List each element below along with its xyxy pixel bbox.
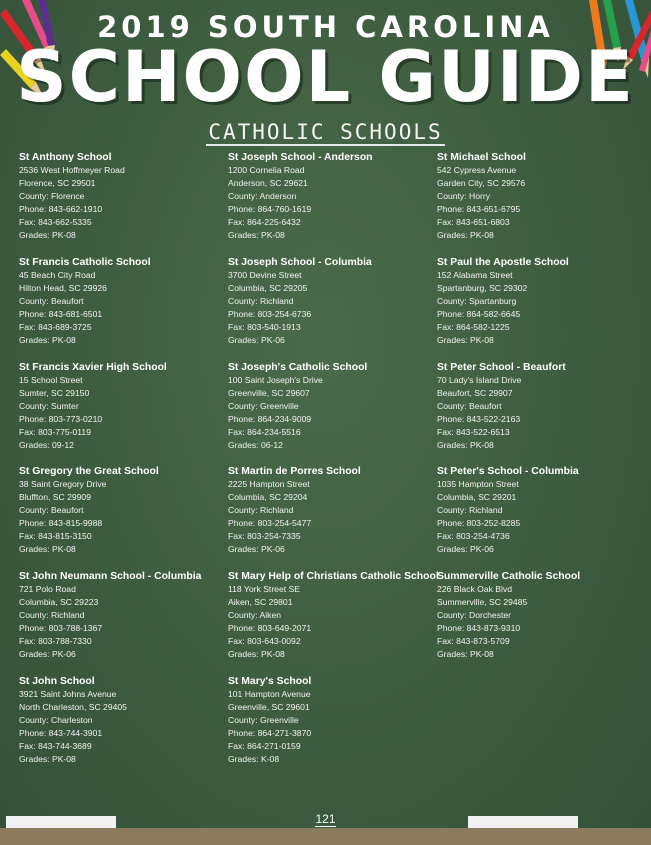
school-name: St Joseph's Catholic School xyxy=(228,361,368,373)
school-entry xyxy=(19,151,228,256)
school-grades: Grades: PK-08 xyxy=(228,649,285,660)
school-entry xyxy=(228,675,437,780)
school-phone: Phone: 803-649-2071 xyxy=(228,623,312,634)
school-address: 721 Polo Road xyxy=(19,584,76,595)
school-fax: Fax: 843-873-5709 xyxy=(437,636,510,647)
school-phone: Phone: 864-582-6645 xyxy=(437,308,521,319)
school-address: 100 Saint Joseph's Drive xyxy=(228,374,323,385)
school-address: 3921 Saint Johns Avenue xyxy=(19,688,117,699)
school-county: County: Beaufort xyxy=(437,400,502,411)
school-county: County: Greenville xyxy=(228,400,299,411)
school-county: County: Richland xyxy=(228,505,294,516)
section-subtitle xyxy=(0,120,651,144)
school-grades: Grades: PK-08 xyxy=(437,439,494,450)
school-grades: Grades: PK-08 xyxy=(19,753,76,764)
school-entry xyxy=(437,256,639,361)
school-fax: Fax: 803-643-0092 xyxy=(228,636,301,647)
school-grades: Grades: PK-06 xyxy=(437,544,494,555)
school-grades: Grades: PK-08 xyxy=(19,544,76,555)
school-fax: Fax: 864-582-1225 xyxy=(437,321,510,332)
guide-year-heading: 2019 SOUTH CAROLINA xyxy=(97,10,554,44)
school-address: 226 Black Oak Blvd xyxy=(437,584,512,595)
school-entry xyxy=(437,465,639,570)
school-county: County: Richland xyxy=(228,295,294,306)
school-county: County: Horry xyxy=(437,191,491,201)
school-list xyxy=(19,151,639,780)
school-county: County: Beaufort xyxy=(19,295,84,306)
school-grades: Grades: 06-12 xyxy=(228,439,283,450)
school-entry xyxy=(19,570,228,675)
school-county: County: Beaufort xyxy=(19,505,84,516)
school-phone: Phone: 843-873-9310 xyxy=(437,623,521,634)
school-address: 15 School Street xyxy=(19,374,83,385)
school-entry xyxy=(19,465,228,570)
school-phone: Phone: 803-788-1367 xyxy=(19,623,103,634)
school-city: Sumter, SC 29150 xyxy=(19,387,90,398)
school-grades: Grades: PK-08 xyxy=(19,334,76,345)
school-city: Hilton Head, SC 29926 xyxy=(19,282,107,293)
school-name: Summerville Catholic School xyxy=(437,571,581,583)
school-address: 101 Hampton Avenue xyxy=(228,688,311,699)
school-phone: Phone: 843-662-1910 xyxy=(19,204,103,214)
school-city: Columbia, SC 29201 xyxy=(437,492,517,503)
school-fax: Fax: 803-254-4736 xyxy=(437,531,510,542)
school-phone: Phone: 843-651-6795 xyxy=(437,204,521,214)
page-number-text: 121 xyxy=(315,812,336,826)
school-county: County: Aiken xyxy=(228,610,282,621)
guide-title: SCHOOL GUIDE xyxy=(16,36,635,118)
school-name: St Paul the Apostle School xyxy=(437,256,569,268)
school-entry xyxy=(228,570,437,675)
school-county: County: Florence xyxy=(19,191,85,201)
school-fax: Fax: 803-788-7330 xyxy=(19,636,92,647)
school-name: St Peter School - Beaufort xyxy=(437,361,566,373)
school-county: County: Richland xyxy=(437,505,503,516)
school-city: Florence, SC 29501 xyxy=(19,178,96,188)
school-fax: Fax: 864-234-5516 xyxy=(228,426,301,437)
school-entry xyxy=(19,675,228,780)
school-name: St Mary Help of Christians Catholic School xyxy=(228,571,439,583)
school-entry xyxy=(437,151,639,256)
school-phone: Phone: 864-760-1619 xyxy=(228,204,312,214)
school-name: St Francis Catholic School xyxy=(19,256,151,268)
school-phone: Phone: 864-234-9009 xyxy=(228,413,312,424)
school-name: St Francis Xavier High School xyxy=(19,361,167,373)
school-address: 1035 Hampton Street xyxy=(437,479,519,490)
school-phone: Phone: 803-254-5477 xyxy=(228,518,312,529)
school-city: Columbia, SC 29204 xyxy=(228,492,308,503)
school-entry xyxy=(19,361,228,466)
school-fax: Fax: 803-775-0119 xyxy=(19,426,91,437)
school-grades: Grades: PK-08 xyxy=(437,230,494,240)
school-grades: Grades: K-08 xyxy=(228,753,280,764)
school-phone: Phone: 803-252-8285 xyxy=(437,518,521,529)
school-county: County: Spartanburg xyxy=(437,295,517,306)
school-grades: Grades: PK-06 xyxy=(228,544,285,555)
school-entry xyxy=(437,361,639,466)
school-fax: Fax: 843-744-3689 xyxy=(19,740,92,751)
school-entry xyxy=(228,151,437,256)
school-city: Bluffton, SC 29909 xyxy=(19,492,91,503)
school-address: 38 Saint Gregory Drive xyxy=(19,479,107,490)
school-name: St John Neumann School - Columbia xyxy=(19,571,202,583)
school-address: 152 Alabama Street xyxy=(437,269,513,280)
school-city: Anderson, SC 29621 xyxy=(228,178,308,188)
school-entry xyxy=(19,256,228,361)
school-name: St Martin de Porres School xyxy=(228,466,361,478)
school-grades: Grades: PK-08 xyxy=(19,230,76,240)
school-city: North Charleston, SC 29405 xyxy=(19,701,127,712)
school-grades: Grades: 09-12 xyxy=(19,439,74,450)
school-county: County: Charleston xyxy=(19,714,93,725)
school-address: 2536 West Hoffmeyer Road xyxy=(19,165,125,175)
school-entry xyxy=(437,570,639,675)
school-fax: Fax: 864-271-0159 xyxy=(228,740,301,751)
chalkboard-ledge xyxy=(0,828,651,845)
school-name: St Anthony School xyxy=(19,152,112,163)
school-fax: Fax: 803-540-1913 xyxy=(228,321,301,332)
school-phone: Phone: 803-773-0210 xyxy=(19,413,103,424)
school-address: 1200 Cornelia Road xyxy=(228,165,305,175)
school-name: St Peter's School - Columbia xyxy=(437,466,579,478)
section-subtitle-text: CATHOLIC SCHOOLS xyxy=(208,120,443,144)
school-city: Greenville, SC 29607 xyxy=(228,387,310,398)
school-grades: Grades: PK-06 xyxy=(228,334,285,345)
school-city: Spartanburg, SC 29302 xyxy=(437,282,528,293)
school-county: County: Sumter xyxy=(19,400,79,411)
school-entry xyxy=(228,465,437,570)
school-address: 2225 Hampton Street xyxy=(228,479,310,490)
school-city: Summerville, SC 29485 xyxy=(437,597,528,608)
school-name: St Joseph School - Anderson xyxy=(228,152,373,163)
school-fax: Fax: 864-225-6432 xyxy=(228,217,301,227)
school-phone: Phone: 864-271-3870 xyxy=(228,727,312,738)
school-address: 45 Beach City Road xyxy=(19,269,96,280)
school-name: St John School xyxy=(19,675,95,687)
school-phone: Phone: 843-744-3901 xyxy=(19,727,103,738)
school-name: St Mary's School xyxy=(228,675,312,687)
school-grades: Grades: PK-08 xyxy=(228,230,285,240)
school-address: 70 Lady's Island Drive xyxy=(437,374,522,385)
school-name: St Michael School xyxy=(437,152,526,163)
school-city: Aiken, SC 29801 xyxy=(228,597,293,608)
school-fax: Fax: 843-662-5335 xyxy=(19,217,92,227)
school-address: 118 York Street SE xyxy=(228,584,300,595)
school-phone: Phone: 843-522-2163 xyxy=(437,413,521,424)
school-county: County: Greenville xyxy=(228,714,299,725)
page-number xyxy=(0,812,651,826)
school-entry xyxy=(228,256,437,361)
school-city: Columbia, SC 29205 xyxy=(228,282,308,293)
school-entry xyxy=(228,361,437,466)
school-county: County: Richland xyxy=(19,610,85,621)
school-city: Garden City, SC 29576 xyxy=(437,178,526,188)
school-fax: Fax: 803-254-7335 xyxy=(228,531,301,542)
school-city: Greenville, SC 29601 xyxy=(228,701,310,712)
school-fax: Fax: 843-522-6513 xyxy=(437,426,510,437)
school-fax: Fax: 843-689-3725 xyxy=(19,321,92,332)
school-phone: Phone: 843-815-9988 xyxy=(19,518,103,529)
school-city: Columbia, SC 29223 xyxy=(19,597,99,608)
school-city: Beaufort, SC 29907 xyxy=(437,387,513,398)
school-fax: Fax: 843-815-3150 xyxy=(19,531,92,542)
school-name: St Gregory the Great School xyxy=(19,466,159,478)
school-address: 3700 Devine Street xyxy=(228,269,302,280)
school-name: St Joseph School - Columbia xyxy=(228,256,372,268)
school-phone: Phone: 843-681-6501 xyxy=(19,308,103,319)
school-grades: Grades: PK-08 xyxy=(437,649,494,660)
school-fax: Fax: 843-651-6803 xyxy=(437,217,510,227)
school-address: 542 Cypress Avenue xyxy=(437,165,517,175)
school-county: County: Anderson xyxy=(228,191,297,201)
school-grades: Grades: PK-06 xyxy=(19,649,76,660)
school-grades: Grades: PK-08 xyxy=(437,334,494,345)
school-county: County: Dorchester xyxy=(437,610,512,621)
school-phone: Phone: 803-254-6736 xyxy=(228,308,312,319)
